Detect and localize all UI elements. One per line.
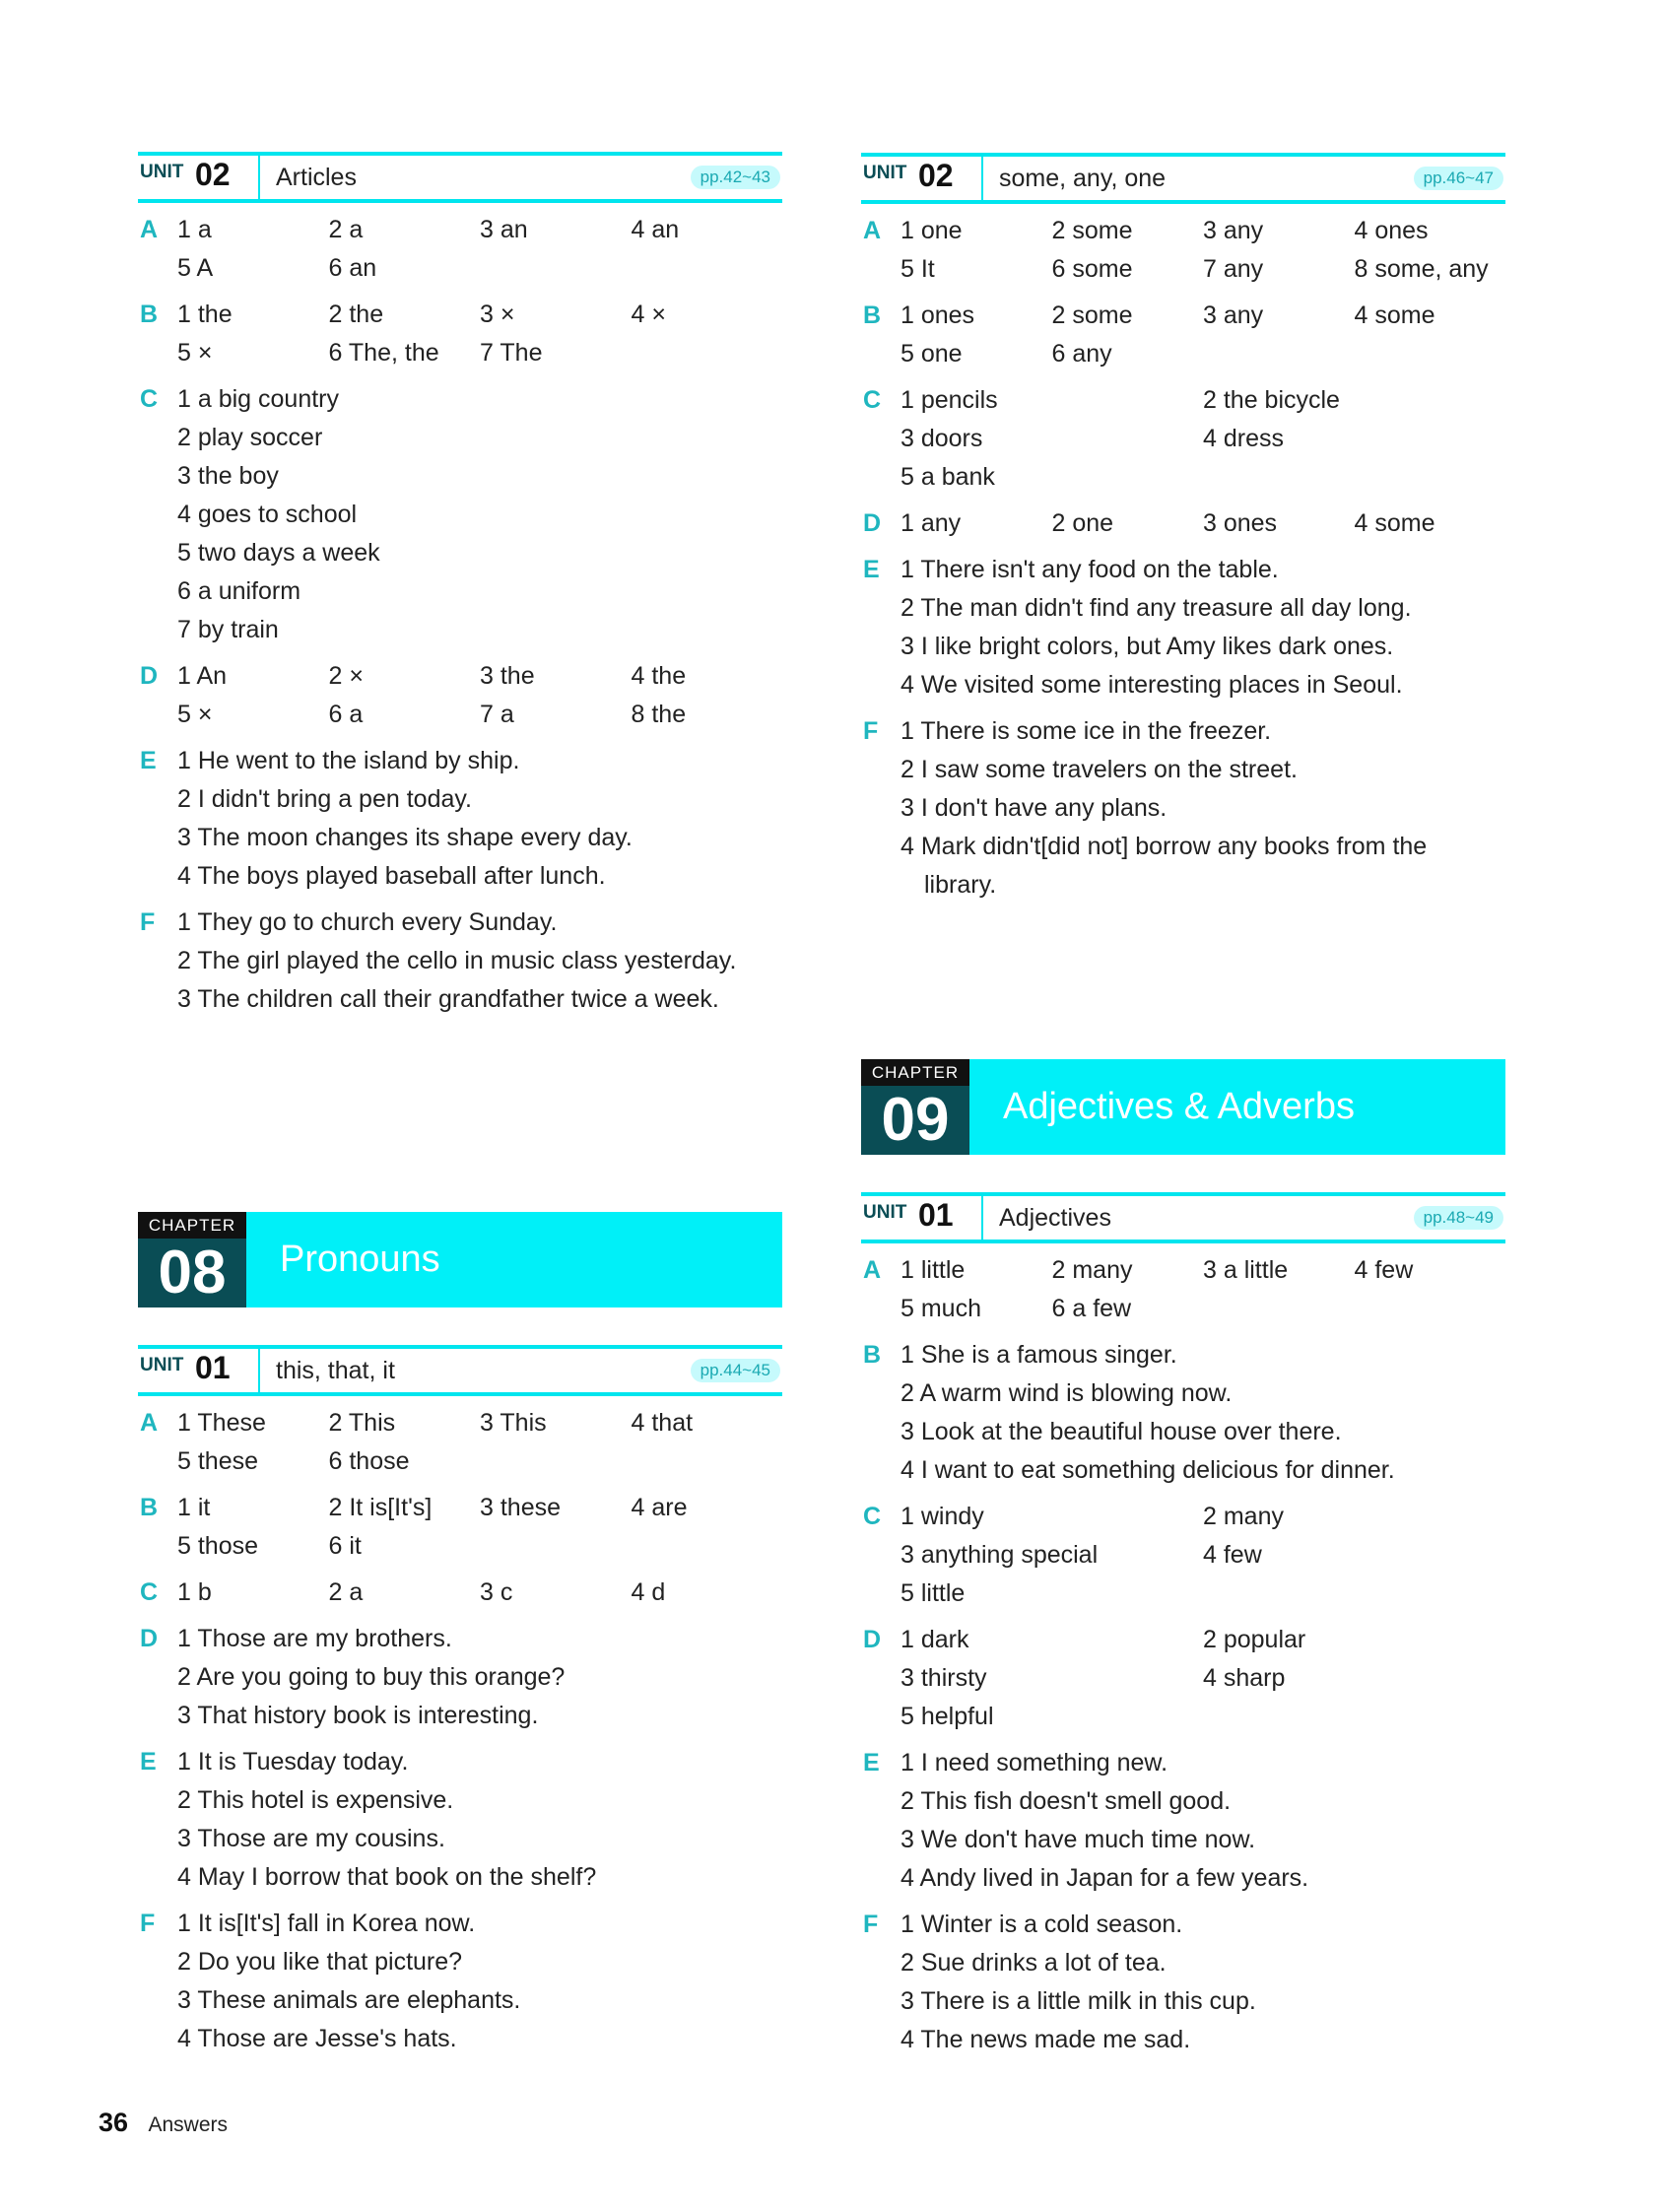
answer-row bbox=[901, 1698, 1505, 1736]
exercise-a bbox=[138, 211, 782, 288]
answer-cell: 6 a bbox=[328, 701, 364, 728]
answer-cell: 3 This bbox=[480, 1409, 547, 1437]
answer-cell: 1 windy bbox=[901, 1503, 984, 1530]
exercise-a bbox=[861, 212, 1505, 289]
exercise-f bbox=[138, 1905, 782, 2058]
answer-row bbox=[901, 1251, 1505, 1290]
unit-title: Articles bbox=[276, 164, 357, 191]
unit-divider bbox=[981, 1196, 983, 1240]
answer-cell: 3 thirsty bbox=[901, 1664, 987, 1692]
answer-sentence: 1 I need something new. bbox=[901, 1749, 1168, 1776]
answer-row bbox=[901, 297, 1505, 335]
exercise-d bbox=[861, 1621, 1505, 1736]
unit-divider bbox=[258, 1349, 260, 1392]
answer-cell: 7 any bbox=[1203, 255, 1264, 283]
answer-sentence: 2 Are you going to buy this orange? bbox=[177, 1663, 566, 1691]
exercise-letter: D bbox=[140, 662, 159, 690]
answer-sentence: 3 The children call their grandfather twice a week. bbox=[177, 985, 719, 1013]
answer-cell: 3 any bbox=[1203, 302, 1264, 329]
answer-cell: 4 some bbox=[1354, 302, 1435, 329]
exercise-letter: D bbox=[140, 1625, 159, 1652]
answer-sentence: 1 It is[It's] fall in Korea now. bbox=[177, 1910, 476, 1937]
chapter-number: 08 bbox=[158, 1239, 227, 1307]
exercise-letter: B bbox=[863, 302, 882, 329]
page-footer bbox=[99, 2103, 228, 2142]
unit-number: 02 bbox=[195, 157, 231, 192]
unit-header bbox=[861, 1192, 1505, 1243]
answer-sentence: 2 Do you like that picture? bbox=[177, 1948, 463, 1976]
answer-cell: 1 b bbox=[177, 1578, 212, 1606]
unit-block bbox=[138, 152, 782, 1019]
exercise-letter: A bbox=[863, 217, 882, 244]
answer-sentence: 4 May I borrow that book on the shelf? bbox=[177, 1863, 597, 1891]
exercise-letter: F bbox=[140, 1910, 156, 1937]
answer-cell: 4 the bbox=[631, 662, 687, 690]
answer-cell bbox=[1203, 458, 1505, 497]
exercise-c bbox=[138, 1574, 782, 1612]
answer-sentence: 2 A warm wind is blowing now. bbox=[901, 1379, 1233, 1407]
answer-cell: 1 An bbox=[177, 662, 228, 690]
answer-cell: 2 one bbox=[1051, 509, 1114, 537]
answer-cell: 3 anything special bbox=[901, 1541, 1099, 1569]
answer-sentence-continued: library. bbox=[924, 871, 997, 899]
answer-cell: 8 the bbox=[631, 701, 687, 728]
exercise-c bbox=[138, 380, 782, 649]
unit-number: 01 bbox=[195, 1350, 231, 1385]
unit-title: some, any, one bbox=[999, 165, 1167, 192]
answer-cell: 1 it bbox=[177, 1494, 211, 1521]
answer-cell bbox=[632, 334, 783, 372]
answer-cell: 3 a little bbox=[1203, 1256, 1289, 1284]
unit-number: 02 bbox=[918, 158, 954, 193]
chapter-label: CHAPTER bbox=[861, 1059, 969, 1086]
answer-sentence: 3 These animals are elephants. bbox=[177, 1986, 521, 2014]
answer-cell: 1 dark bbox=[901, 1626, 969, 1653]
answer-sentence: 1 He went to the island by ship. bbox=[177, 747, 520, 774]
answer-cell: 2 the bbox=[328, 301, 384, 328]
answer-cell: 7 a bbox=[480, 701, 514, 728]
answer-cell: 5 much bbox=[901, 1295, 981, 1322]
answer-row bbox=[901, 335, 1505, 373]
exercise-letter: B bbox=[140, 1494, 159, 1521]
answer-cell: 2 many bbox=[1203, 1503, 1284, 1530]
unit-label: UNIT bbox=[140, 162, 184, 182]
answer-cell: 2 a bbox=[328, 216, 364, 243]
answer-cell: 6 some bbox=[1051, 255, 1133, 283]
answer-sentence: 3 Those are my cousins. bbox=[177, 1825, 445, 1852]
answer-cell: 3 doors bbox=[901, 425, 983, 452]
answer-row bbox=[177, 296, 782, 334]
exercise-b bbox=[861, 297, 1505, 373]
footer-label: Answers bbox=[148, 2113, 229, 2136]
exercise-letter: A bbox=[863, 1256, 882, 1284]
exercise-letter: C bbox=[140, 1578, 159, 1606]
answer-row bbox=[177, 1489, 782, 1527]
answer-cell: 5 a bank bbox=[901, 463, 995, 491]
answer-row bbox=[901, 1290, 1505, 1328]
answer-row bbox=[901, 1659, 1505, 1698]
answer-sentence: 4 I want to eat something delicious for dinner. bbox=[901, 1456, 1395, 1484]
answer-cell: 4 some bbox=[1354, 509, 1435, 537]
answer-cell: 1 ones bbox=[901, 302, 975, 329]
answer-cell: 2 many bbox=[1051, 1256, 1133, 1284]
answer-sentence: 2 play soccer bbox=[177, 424, 323, 451]
exercise-f bbox=[861, 712, 1505, 905]
chapter-number-box bbox=[861, 1059, 969, 1155]
answer-cell: 4 few bbox=[1354, 1256, 1414, 1284]
exercise-d bbox=[138, 1620, 782, 1735]
answer-cell: 5 × bbox=[177, 339, 213, 367]
answer-sentence: 2 I didn't bring a pen today. bbox=[177, 785, 472, 813]
answer-cell: 2 the bicycle bbox=[1203, 386, 1340, 414]
answer-cell: 2 This bbox=[328, 1409, 396, 1437]
answer-cell: 4 dress bbox=[1203, 425, 1284, 452]
answer-row bbox=[901, 381, 1505, 420]
exercise-letter: B bbox=[863, 1341, 882, 1369]
answer-sentence: 1 She is a famous singer. bbox=[901, 1341, 1177, 1369]
answer-cell bbox=[632, 249, 783, 288]
unit-title: Adjectives bbox=[999, 1204, 1111, 1232]
exercise-e bbox=[138, 1743, 782, 1897]
answer-cell bbox=[632, 1527, 783, 1566]
page-range-badge: pp.42~43 bbox=[691, 166, 780, 189]
unit-divider bbox=[258, 156, 260, 199]
answer-row bbox=[901, 1621, 1505, 1659]
answer-cell: 5 It bbox=[901, 255, 935, 283]
exercise-letter: A bbox=[140, 1409, 159, 1437]
answer-sentence: 4 Those are Jesse's hats. bbox=[177, 2025, 457, 2052]
answer-sentence: 3 There is a little milk in this cup. bbox=[901, 1987, 1256, 2015]
answer-sentence: 3 That history book is interesting. bbox=[177, 1702, 539, 1729]
answer-sentence: 1 It is Tuesday today. bbox=[177, 1748, 409, 1776]
answer-sentence: 4 Andy lived in Japan for a few years. bbox=[901, 1864, 1309, 1892]
exercise-letter: A bbox=[140, 216, 159, 243]
answer-row bbox=[177, 657, 782, 696]
answer-sentence: 3 I like bright colors, but Amy likes dark ones. bbox=[901, 633, 1394, 660]
answer-cell: 1 the bbox=[177, 301, 233, 328]
answer-cell: 6 a few bbox=[1051, 1295, 1132, 1322]
answer-cell: 3 c bbox=[480, 1578, 513, 1606]
answer-cell: 5 those bbox=[177, 1532, 259, 1560]
answer-cell: 2 some bbox=[1051, 302, 1133, 329]
answer-row bbox=[177, 696, 782, 734]
answer-sentence: 3 I don't have any plans. bbox=[901, 794, 1168, 822]
exercise-letter: D bbox=[863, 509, 882, 537]
answer-cell: 5 one bbox=[901, 340, 963, 368]
answer-sentence: 2 This fish doesn't smell good. bbox=[901, 1787, 1232, 1815]
answer-row bbox=[177, 334, 782, 372]
unit-number: 01 bbox=[918, 1197, 954, 1233]
answer-cell: 8 some, any bbox=[1354, 255, 1489, 283]
answer-sentence: 1 Winter is a cold season. bbox=[901, 1910, 1183, 1938]
answer-cell: 5 these bbox=[177, 1447, 259, 1475]
answer-cell: 6 it bbox=[328, 1532, 362, 1560]
answer-cell: 4 an bbox=[631, 216, 680, 243]
chapter-number: 09 bbox=[881, 1086, 950, 1154]
answer-cell: 6 an bbox=[328, 254, 377, 282]
answer-cell: 5 A bbox=[177, 254, 214, 282]
answer-cell: 1 one bbox=[901, 217, 963, 244]
answer-cell: 1 These bbox=[177, 1409, 266, 1437]
exercise-f bbox=[861, 1906, 1505, 2059]
answer-cell: 1 pencils bbox=[901, 386, 998, 414]
answer-row bbox=[901, 250, 1505, 289]
answer-sentence: 1 There isn't any food on the table. bbox=[901, 556, 1279, 583]
unit-block bbox=[861, 1192, 1505, 2059]
answer-cell bbox=[1355, 1290, 1506, 1328]
page-range-badge: pp.44~45 bbox=[691, 1359, 780, 1382]
chapter-label: CHAPTER bbox=[138, 1212, 246, 1239]
chapter-banner-08 bbox=[138, 1212, 782, 1307]
answer-cell: 4 sharp bbox=[1203, 1664, 1286, 1692]
answer-row bbox=[177, 1442, 782, 1481]
answer-sentence: 1 a big country bbox=[177, 385, 339, 413]
exercise-a bbox=[138, 1404, 782, 1481]
exercise-d bbox=[138, 657, 782, 734]
answer-row bbox=[901, 1498, 1505, 1536]
answer-cell: 4 that bbox=[631, 1409, 694, 1437]
answer-row bbox=[177, 249, 782, 288]
answer-row bbox=[901, 458, 1505, 497]
exercise-letter: B bbox=[140, 301, 159, 328]
unit-label: UNIT bbox=[863, 163, 907, 183]
answer-sentence: 3 The moon changes its shape every day. bbox=[177, 824, 633, 851]
answer-sentence: 6 a uniform bbox=[177, 577, 301, 605]
answer-sentence: 4 Mark didn't[did not] borrow any books from the bbox=[901, 833, 1428, 860]
answer-cell: 5 helpful bbox=[901, 1703, 994, 1730]
answer-cell: 7 The bbox=[480, 339, 543, 367]
answer-cell bbox=[1203, 335, 1355, 373]
answer-sentence: 3 the boy bbox=[177, 462, 279, 490]
answer-sentence: 4 The boys played baseball after lunch. bbox=[177, 862, 606, 890]
exercise-letter: C bbox=[863, 1503, 882, 1530]
answer-row bbox=[177, 211, 782, 249]
answer-sentence: 2 Sue drinks a lot of tea. bbox=[901, 1949, 1167, 1977]
answer-cell: 4 few bbox=[1203, 1541, 1262, 1569]
exercise-c bbox=[861, 381, 1505, 497]
exercise-b bbox=[138, 296, 782, 372]
page-range-badge: pp.48~49 bbox=[1414, 1206, 1503, 1230]
exercise-letter: E bbox=[140, 1748, 157, 1776]
unit-divider bbox=[981, 157, 983, 200]
exercise-f bbox=[138, 904, 782, 1019]
answer-cell bbox=[1203, 1698, 1505, 1736]
answer-cell: 3 × bbox=[480, 301, 515, 328]
answer-sentence: 4 We visited some interesting places in Seoul. bbox=[901, 671, 1403, 699]
exercise-b bbox=[138, 1489, 782, 1566]
exercise-a bbox=[861, 1251, 1505, 1328]
answer-sentence: 1 Those are my brothers. bbox=[177, 1625, 452, 1652]
answer-cell: 3 the bbox=[480, 662, 535, 690]
unit-header bbox=[861, 153, 1505, 204]
answer-cell: 5 little bbox=[901, 1579, 966, 1607]
answer-cell: 2 a bbox=[328, 1578, 364, 1606]
answer-cell: 2 popular bbox=[1203, 1626, 1306, 1653]
exercise-letter: E bbox=[140, 747, 157, 774]
answer-row bbox=[177, 1574, 782, 1612]
unit-block bbox=[861, 153, 1505, 905]
page-number: 36 bbox=[99, 2108, 129, 2137]
answer-cell: 6 any bbox=[1051, 340, 1112, 368]
answer-cell: 3 an bbox=[480, 216, 528, 243]
answer-sentence: 5 two days a week bbox=[177, 539, 380, 567]
answer-row bbox=[177, 1404, 782, 1442]
answer-row bbox=[901, 212, 1505, 250]
exercise-letter: F bbox=[863, 717, 879, 745]
answer-sentence: 1 They go to church every Sunday. bbox=[177, 908, 558, 936]
page-range-badge: pp.46~47 bbox=[1414, 167, 1503, 190]
answer-row bbox=[901, 1536, 1505, 1575]
answer-cell: 2 × bbox=[328, 662, 364, 690]
exercise-letter: F bbox=[140, 908, 156, 936]
answer-sentence: 3 Look at the beautiful house over there. bbox=[901, 1418, 1342, 1445]
answer-row bbox=[901, 504, 1505, 543]
answer-cell: 2 It is[It's] bbox=[328, 1494, 433, 1521]
answer-sentence: 4 goes to school bbox=[177, 501, 358, 528]
unit-header bbox=[138, 1345, 782, 1396]
answer-cell: 1 little bbox=[901, 1256, 966, 1284]
chapter-title: Pronouns bbox=[280, 1239, 440, 1280]
answer-row bbox=[901, 1575, 1505, 1613]
chapter-title: Adjectives & Adverbs bbox=[1003, 1086, 1355, 1127]
answer-cell: 4 are bbox=[631, 1494, 688, 1521]
answer-cell: 4 × bbox=[631, 301, 666, 328]
answer-cell: 4 ones bbox=[1354, 217, 1429, 244]
answer-cell: 6 those bbox=[328, 1447, 410, 1475]
answer-cell bbox=[632, 1442, 783, 1481]
answer-sentence: 2 The man didn't find any treasure all day long. bbox=[901, 594, 1412, 622]
answer-sentence: 3 We don't have much time now. bbox=[901, 1826, 1256, 1853]
answer-cell: 6 The, the bbox=[328, 339, 439, 367]
chapter-number-box bbox=[138, 1212, 246, 1307]
answer-cell: 1 a bbox=[177, 216, 212, 243]
answer-cell: 2 some bbox=[1051, 217, 1133, 244]
answer-cell bbox=[480, 1527, 632, 1566]
answer-cell bbox=[1203, 1290, 1355, 1328]
answer-row bbox=[177, 1527, 782, 1566]
unit-block bbox=[138, 1345, 782, 2058]
unit-label: UNIT bbox=[140, 1355, 184, 1375]
answer-cell: 5 × bbox=[177, 701, 213, 728]
exercise-c bbox=[861, 1498, 1505, 1613]
exercise-letter: E bbox=[863, 1749, 880, 1776]
unit-header bbox=[138, 152, 782, 203]
answer-row bbox=[901, 420, 1505, 458]
exercise-letter: C bbox=[863, 386, 882, 414]
answer-sentence: 7 by train bbox=[177, 616, 279, 643]
exercise-b bbox=[861, 1336, 1505, 1490]
answer-sentence: 2 The girl played the cello in music class yesterday. bbox=[177, 947, 737, 974]
unit-title: this, that, it bbox=[276, 1357, 395, 1384]
exercise-letter: E bbox=[863, 556, 880, 583]
exercise-e bbox=[861, 1744, 1505, 1898]
answer-sentence: 4 The news made me sad. bbox=[901, 2026, 1191, 2053]
exercise-letter: F bbox=[863, 1910, 879, 1938]
answer-cell bbox=[1355, 335, 1506, 373]
exercise-e bbox=[138, 742, 782, 896]
answer-cell: 3 ones bbox=[1203, 509, 1278, 537]
exercise-e bbox=[861, 551, 1505, 704]
answer-sentence: 2 This hotel is expensive. bbox=[177, 1786, 454, 1814]
chapter-banner-09 bbox=[861, 1059, 1505, 1155]
answer-cell bbox=[480, 249, 632, 288]
answer-cell: 4 d bbox=[631, 1578, 666, 1606]
exercise-d bbox=[861, 504, 1505, 543]
answer-cell bbox=[480, 1442, 632, 1481]
answer-sentence: 2 I saw some travelers on the street. bbox=[901, 756, 1298, 783]
answer-cell: 3 these bbox=[480, 1494, 562, 1521]
answer-cell bbox=[1203, 1575, 1505, 1613]
unit-label: UNIT bbox=[863, 1202, 907, 1223]
answer-sentence: 1 There is some ice in the freezer. bbox=[901, 717, 1272, 745]
exercise-letter: C bbox=[140, 385, 159, 413]
answer-cell: 1 any bbox=[901, 509, 962, 537]
exercise-letter: D bbox=[863, 1626, 882, 1653]
answer-cell: 3 any bbox=[1203, 217, 1264, 244]
